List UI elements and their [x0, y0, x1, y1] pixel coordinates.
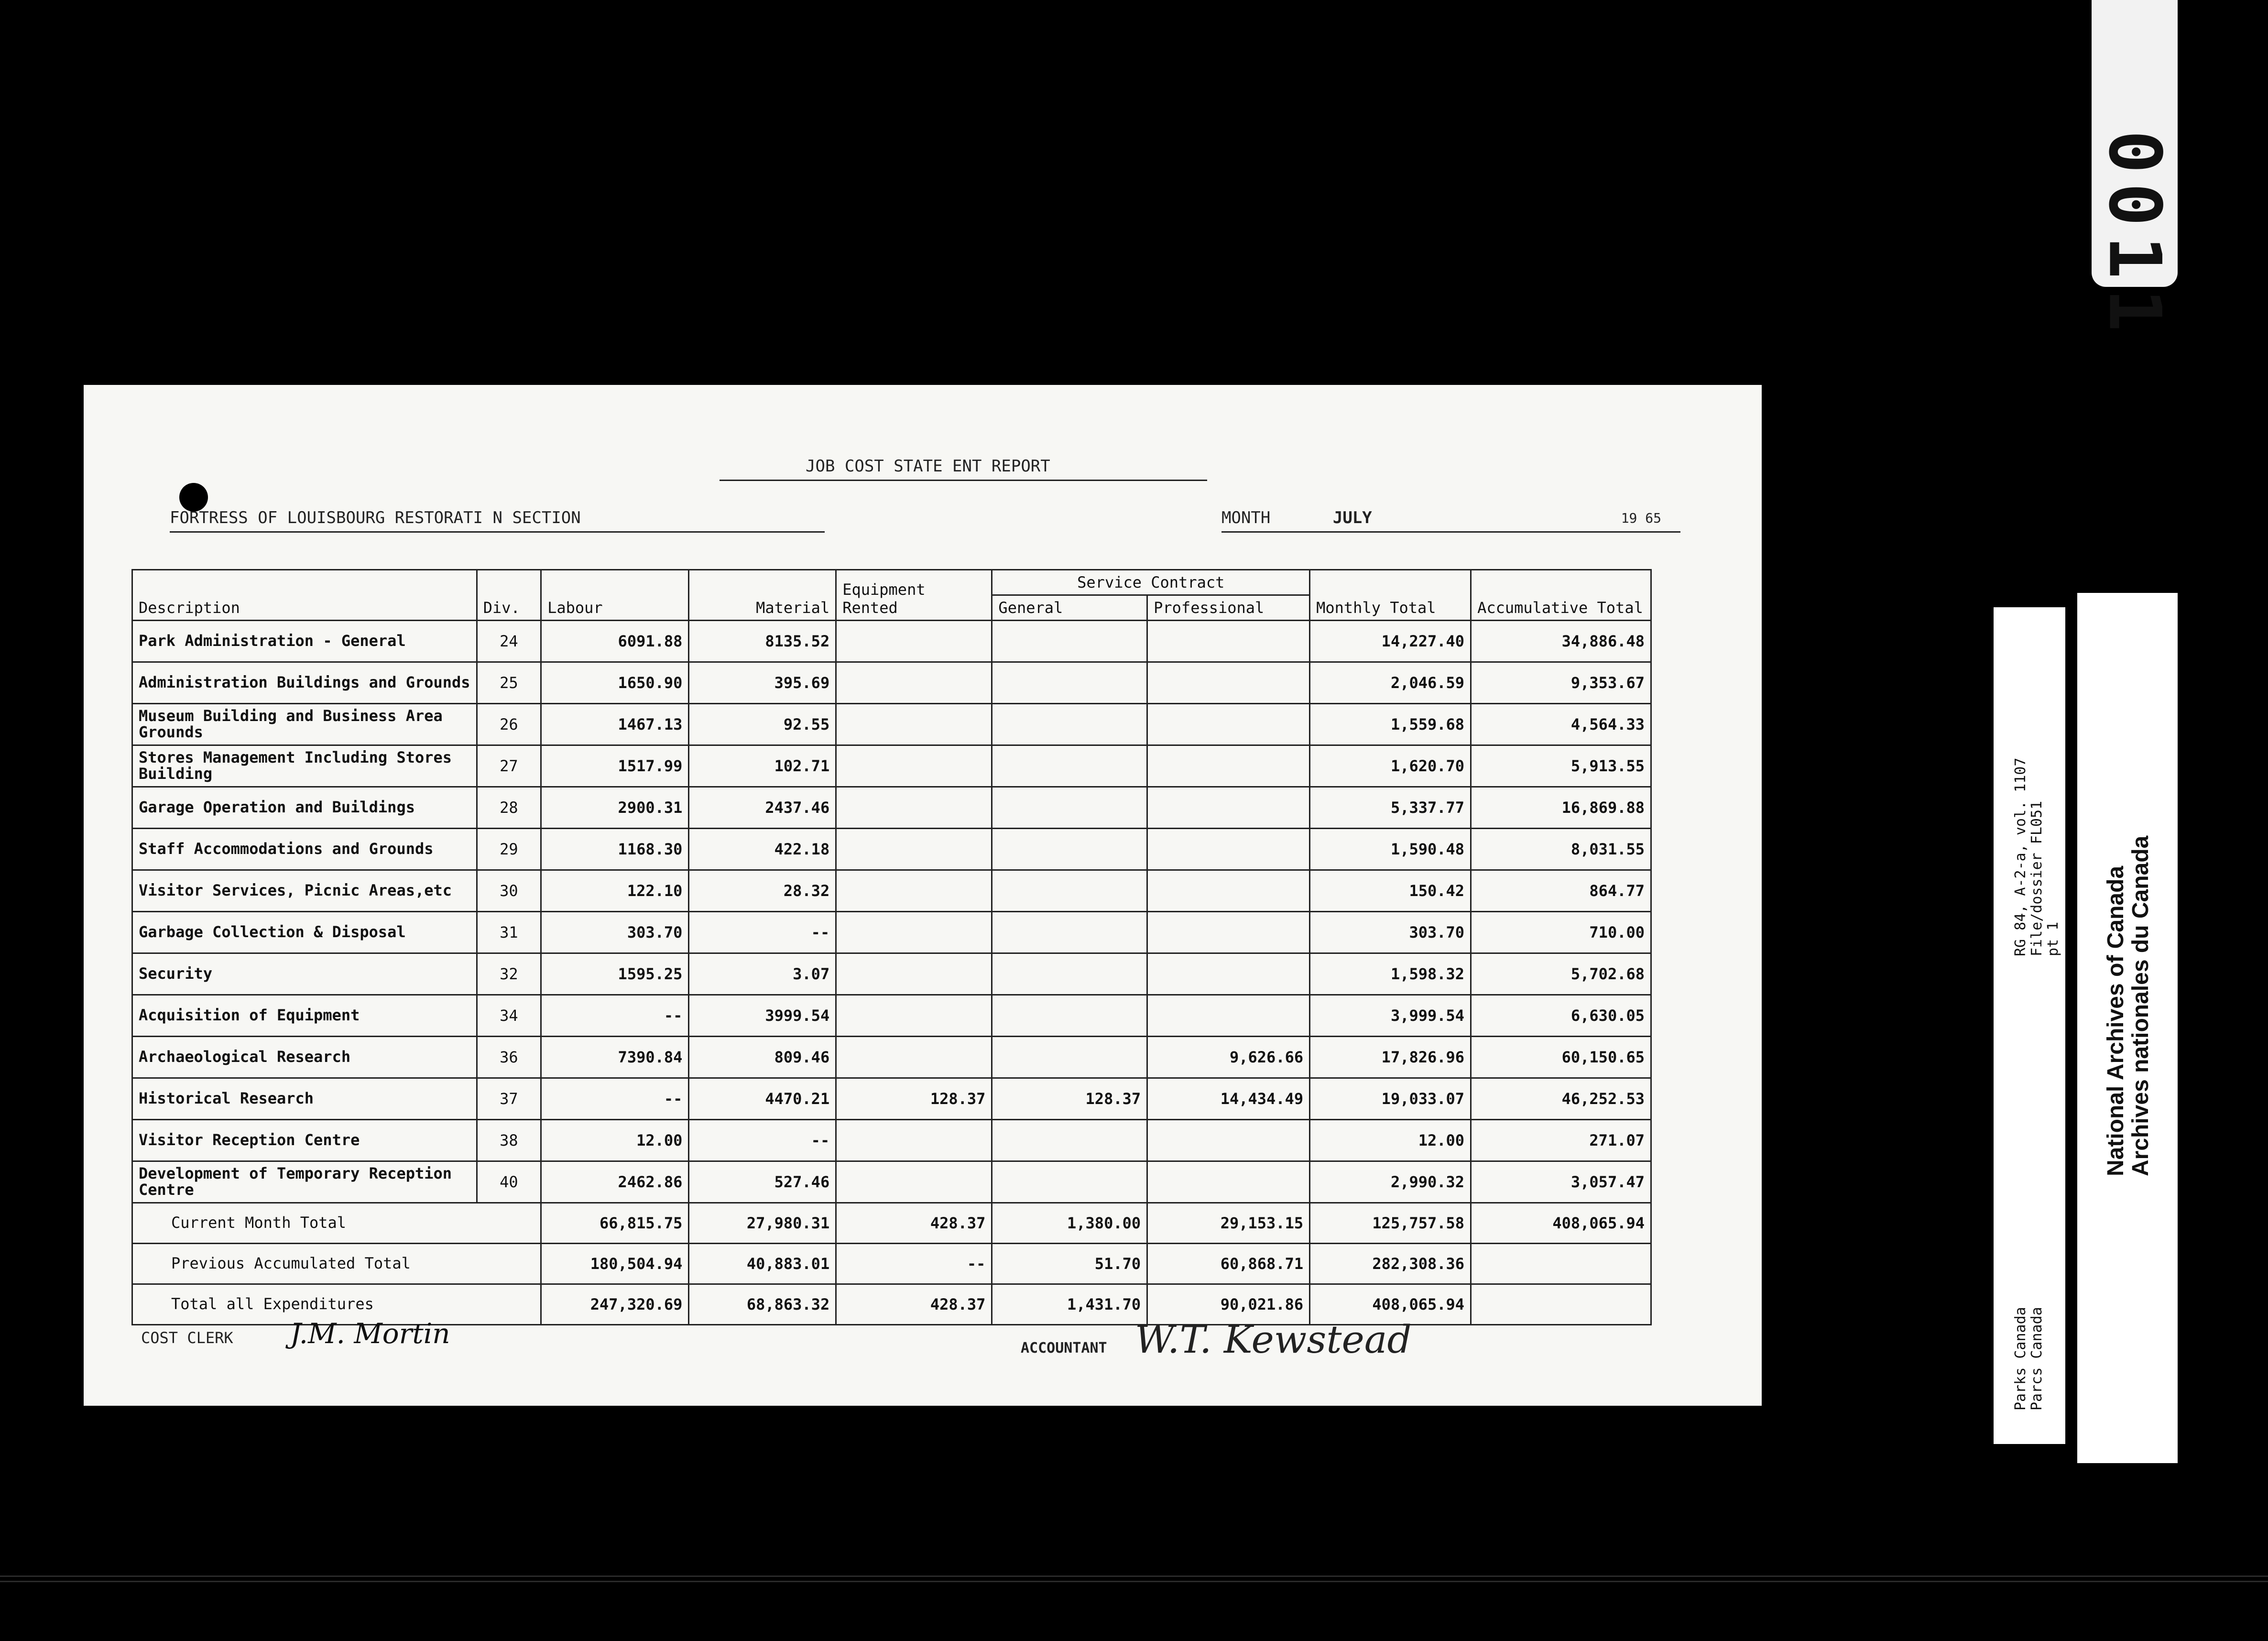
cell-equipment — [836, 1161, 992, 1203]
table-row — [132, 662, 1651, 704]
col-div: Div. — [477, 570, 541, 621]
national-archives-label — [2104, 836, 2153, 1176]
cell-professional — [1147, 662, 1310, 704]
cell-description: Park Administration - General — [132, 621, 477, 662]
cell-div: 31 — [477, 912, 541, 953]
cell-labour: 247,320.69 — [541, 1284, 689, 1325]
cell-professional — [1147, 995, 1310, 1037]
cell-equipment — [836, 995, 992, 1037]
cost-clerk-label: COST CLERK — [141, 1329, 233, 1347]
cell-equipment — [836, 704, 992, 745]
cell-professional — [1147, 1161, 1310, 1203]
cell-div: 32 — [477, 953, 541, 995]
total-row — [132, 1244, 1651, 1284]
cell-labour: 12.00 — [541, 1120, 689, 1161]
cost-clerk — [141, 1317, 450, 1350]
archive-reference-card — [1994, 607, 2065, 1444]
month-value: JULY — [1332, 508, 1372, 527]
cell-professional — [1147, 953, 1310, 995]
national-archives-card — [2077, 593, 2178, 1463]
col-professional: Professional — [1147, 595, 1310, 621]
cell-professional — [1147, 1120, 1310, 1161]
cell-equipment — [836, 953, 992, 995]
cost-clerk-signature: J.M. Mortin — [290, 1317, 450, 1350]
cell-equipment — [836, 1037, 992, 1078]
cell-accum: 16,869.88 — [1471, 787, 1651, 829]
month-line — [1221, 508, 1680, 533]
cell-description: Stores Management Including Stores Building — [132, 745, 477, 787]
org-line-1: Parks Canada — [2012, 1307, 2029, 1411]
cell-div: 26 — [477, 704, 541, 745]
cell-material: 395.69 — [689, 662, 836, 704]
cell-professional — [1147, 621, 1310, 662]
cell-material: -- — [689, 1120, 836, 1161]
cell-monthly: 282,308.36 — [1310, 1244, 1471, 1284]
cell-general — [992, 1120, 1147, 1161]
cell-description: Acquisition of Equipment — [132, 995, 477, 1037]
col-labour: Labour — [541, 570, 689, 621]
cell-professional: 9,626.66 — [1147, 1037, 1310, 1078]
report-title — [720, 457, 1207, 481]
film-frame-number — [2092, 0, 2178, 341]
cell-general — [992, 1161, 1147, 1203]
cell-labour: 2462.86 — [541, 1161, 689, 1203]
cell-accum: 4,564.33 — [1471, 704, 1651, 745]
cell-professional — [1147, 829, 1310, 870]
cell-labour: 2900.31 — [541, 787, 689, 829]
cell-general — [992, 787, 1147, 829]
cell-monthly: 3,999.54 — [1310, 995, 1471, 1037]
cell-labour: 1517.99 — [541, 745, 689, 787]
table-row — [132, 704, 1651, 745]
table-row — [132, 1078, 1651, 1120]
organization-label — [2013, 1307, 2045, 1411]
cell-professional: 60,868.71 — [1147, 1244, 1310, 1284]
cell-accum: 408,065.94 — [1471, 1203, 1651, 1244]
cell-labour: 180,504.94 — [541, 1244, 689, 1284]
table-row — [132, 829, 1651, 870]
cell-div: 27 — [477, 745, 541, 787]
archives-line-2: Archives nationales du Canada — [2128, 835, 2153, 1176]
cell-general: 51.70 — [992, 1244, 1147, 1284]
cell-monthly: 1,598.32 — [1310, 953, 1471, 995]
cell-accum — [1471, 1244, 1651, 1284]
cell-monthly: 1,620.70 — [1310, 745, 1471, 787]
col-equipment: Equipment Rented — [836, 570, 992, 621]
cell-labour: 303.70 — [541, 912, 689, 953]
cell-div: 25 — [477, 662, 541, 704]
cell-monthly: 408,065.94 — [1310, 1284, 1471, 1325]
cell-material: 4470.21 — [689, 1078, 836, 1120]
cell-monthly: 150.42 — [1310, 870, 1471, 912]
section-name: FORTRESS OF LOUISBOURG RESTORATI N SECTION — [170, 508, 825, 533]
cell-monthly: 303.70 — [1310, 912, 1471, 953]
cell-material: 3.07 — [689, 953, 836, 995]
cell-material: 3999.54 — [689, 995, 836, 1037]
cell-labour: -- — [541, 995, 689, 1037]
cell-monthly: 1,559.68 — [1310, 704, 1471, 745]
month-label: MONTH — [1221, 508, 1271, 527]
cell-description: Museum Building and Business Area Grounds — [132, 704, 477, 745]
cell-general: 128.37 — [992, 1078, 1147, 1120]
col-monthly-total: Monthly Total — [1310, 570, 1471, 621]
cell-material: 527.46 — [689, 1161, 836, 1203]
cell-description: Current Month Total — [132, 1203, 541, 1244]
cell-general — [992, 870, 1147, 912]
cell-general — [992, 745, 1147, 787]
cell-description: Development of Temporary Reception Centre — [132, 1161, 477, 1203]
cell-div: 28 — [477, 787, 541, 829]
col-general: General — [992, 595, 1147, 621]
cell-accum: 60,150.65 — [1471, 1037, 1651, 1078]
table-row — [132, 953, 1651, 995]
cell-material: -- — [689, 912, 836, 953]
cell-monthly: 5,337.77 — [1310, 787, 1471, 829]
film-frame-strip — [0, 1575, 2268, 1582]
cell-material: 28.32 — [689, 870, 836, 912]
cell-labour: 1650.90 — [541, 662, 689, 704]
cell-professional: 14,434.49 — [1147, 1078, 1310, 1120]
total-row — [132, 1203, 1651, 1244]
cell-general — [992, 953, 1147, 995]
cell-accum: 34,886.48 — [1471, 621, 1651, 662]
ref-line-2: File/dossier FL051 — [2028, 800, 2045, 956]
cell-material: 27,980.31 — [689, 1203, 836, 1244]
cell-description: Historical Research — [132, 1078, 477, 1120]
cell-accum: 8,031.55 — [1471, 829, 1651, 870]
cell-description: Security — [132, 953, 477, 995]
cell-labour: 122.10 — [541, 870, 689, 912]
cell-general: 1,380.00 — [992, 1203, 1147, 1244]
cell-material: 102.71 — [689, 745, 836, 787]
ref-line-3: pt 1 — [2045, 921, 2061, 956]
cell-equipment — [836, 662, 992, 704]
cell-general — [992, 662, 1147, 704]
cell-accum — [1471, 1284, 1651, 1325]
cell-div: 24 — [477, 621, 541, 662]
cell-accum: 864.77 — [1471, 870, 1651, 912]
table-row — [132, 870, 1651, 912]
cell-general — [992, 704, 1147, 745]
cell-equipment — [836, 1120, 992, 1161]
cell-professional — [1147, 870, 1310, 912]
cell-monthly: 17,826.96 — [1310, 1037, 1471, 1078]
cell-general — [992, 912, 1147, 953]
archives-line-1: National Archives of Canada — [2103, 865, 2128, 1176]
cell-material: 40,883.01 — [689, 1244, 836, 1284]
col-material: Material — [689, 570, 836, 621]
cell-accum: 5,913.55 — [1471, 745, 1651, 787]
accountant-label: ACCOUNTANT — [1021, 1340, 1107, 1357]
cell-accum: 3,057.47 — [1471, 1161, 1651, 1203]
table-row — [132, 745, 1651, 787]
cell-labour: 1467.13 — [541, 704, 689, 745]
cell-labour: -- — [541, 1078, 689, 1120]
table-row — [132, 621, 1651, 662]
cell-equipment — [836, 787, 992, 829]
cell-monthly: 14,227.40 — [1310, 621, 1471, 662]
cell-description: Archaeological Research — [132, 1037, 477, 1078]
cell-description: Garbage Collection & Disposal — [132, 912, 477, 953]
col-service-contract: Service Contract — [992, 570, 1310, 595]
cell-equipment — [836, 829, 992, 870]
cell-accum: 9,353.67 — [1471, 662, 1651, 704]
cell-monthly: 1,590.48 — [1310, 829, 1471, 870]
cell-accum: 5,702.68 — [1471, 953, 1651, 995]
cell-material: 68,863.32 — [689, 1284, 836, 1325]
cell-monthly: 12.00 — [1310, 1120, 1471, 1161]
ref-line-1: RG 84, A-2-a, vol. 1107 — [2012, 757, 2029, 956]
cell-professional — [1147, 912, 1310, 953]
table-row — [132, 1120, 1651, 1161]
cell-description: Visitor Reception Centre — [132, 1120, 477, 1161]
cell-description: Total all Expenditures — [132, 1284, 541, 1325]
cell-professional — [1147, 787, 1310, 829]
cell-equipment: 428.37 — [836, 1284, 992, 1325]
table-row — [132, 995, 1651, 1037]
cell-equipment: 428.37 — [836, 1203, 992, 1244]
table-row — [132, 787, 1651, 829]
cell-monthly: 2,046.59 — [1310, 662, 1471, 704]
cell-div: 38 — [477, 1120, 541, 1161]
cell-professional: 29,153.15 — [1147, 1203, 1310, 1244]
cell-equipment — [836, 870, 992, 912]
accountant-signature: W.T. Kewstead — [1134, 1317, 1412, 1362]
report-title-text: JOB COST STATE ENT REPORT — [806, 457, 1050, 476]
frame-number-text: 0011 — [2093, 130, 2177, 341]
cell-material: 2437.46 — [689, 787, 836, 829]
cell-div: 36 — [477, 1037, 541, 1078]
ledger-body — [132, 621, 1651, 1325]
cell-general: 1,431.70 — [992, 1284, 1147, 1325]
col-accumulative-total: Accumulative Total — [1471, 570, 1651, 621]
scanned-document — [84, 385, 1762, 1406]
cell-general — [992, 995, 1147, 1037]
cell-accum: 710.00 — [1471, 912, 1651, 953]
cell-accum: 46,252.53 — [1471, 1078, 1651, 1120]
cell-monthly: 125,757.58 — [1310, 1203, 1471, 1244]
cell-labour: 6091.88 — [541, 621, 689, 662]
cell-accum: 6,630.05 — [1471, 995, 1651, 1037]
cell-accum: 271.07 — [1471, 1120, 1651, 1161]
cell-equipment: -- — [836, 1244, 992, 1284]
cell-material: 809.46 — [689, 1037, 836, 1078]
archive-reference — [2013, 758, 2061, 956]
cell-div: 34 — [477, 995, 541, 1037]
cell-equipment: 128.37 — [836, 1078, 992, 1120]
org-line-2: Parcs Canada — [2028, 1307, 2045, 1411]
table-row — [132, 1161, 1651, 1203]
cell-professional — [1147, 704, 1310, 745]
cell-material: 422.18 — [689, 829, 836, 870]
table-row — [132, 1037, 1651, 1078]
job-cost-table — [131, 569, 1652, 1325]
cell-general — [992, 829, 1147, 870]
cell-labour: 1168.30 — [541, 829, 689, 870]
cell-material: 92.55 — [689, 704, 836, 745]
accountant — [1021, 1317, 1412, 1362]
cell-div: 30 — [477, 870, 541, 912]
cell-monthly: 19,033.07 — [1310, 1078, 1471, 1120]
cell-monthly: 2,990.32 — [1310, 1161, 1471, 1203]
year-value: 19 65 — [1621, 510, 1661, 526]
cell-labour: 1595.25 — [541, 953, 689, 995]
cell-description: Garage Operation and Buildings — [132, 787, 477, 829]
cell-general — [992, 621, 1147, 662]
cell-description: Administration Buildings and Grounds — [132, 662, 477, 704]
cell-general — [992, 1037, 1147, 1078]
cell-labour: 7390.84 — [541, 1037, 689, 1078]
cell-equipment — [836, 745, 992, 787]
cell-description: Visitor Services, Picnic Areas,etc — [132, 870, 477, 912]
cell-description: Staff Accommodations and Grounds — [132, 829, 477, 870]
cell-equipment — [836, 912, 992, 953]
col-description: Description — [132, 570, 477, 621]
punch-hole — [179, 483, 208, 512]
cell-equipment — [836, 621, 992, 662]
cell-div: 29 — [477, 829, 541, 870]
cell-description: Previous Accumulated Total — [132, 1244, 541, 1284]
cell-div: 40 — [477, 1161, 541, 1203]
cell-professional — [1147, 745, 1310, 787]
cell-labour: 66,815.75 — [541, 1203, 689, 1244]
table-row — [132, 912, 1651, 953]
cell-material: 8135.52 — [689, 621, 836, 662]
cell-professional: 90,021.86 — [1147, 1284, 1310, 1325]
cell-div: 37 — [477, 1078, 541, 1120]
